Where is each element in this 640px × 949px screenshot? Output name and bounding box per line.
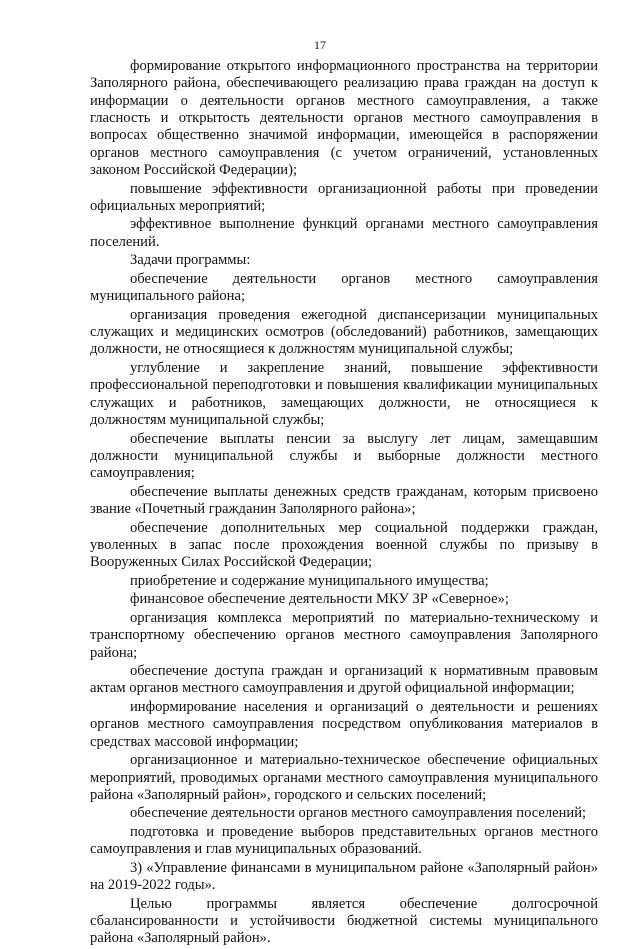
paragraph: организация проведения ежегодной диспансеризации муниципальных служащих и медицинских осмотров (обследований) работников, замещающих должности, не относящиеся к должностям муниципальной службы; — [90, 306, 598, 358]
paragraph: организация комплекса мероприятий по материально-техническому и транспортному обеспечению органов местного самоуправления Заполярного района; — [90, 609, 598, 661]
paragraph: обеспечение деятельности органов местного самоуправления муниципального района; — [90, 270, 598, 305]
paragraph: обеспечение деятельности органов местного самоуправления поселений; — [130, 805, 587, 822]
page-number: 17 — [314, 38, 326, 52]
paragraph: организационное и материально-техническое обеспечение официальных мероприятий, проводимых органами местного самоуправления муниципального района «Заполярный район», городского и сельских поселений; — [90, 752, 598, 803]
paragraph: приобретение и содержание муниципального имущества; — [130, 572, 489, 589]
paragraph: Задачи программы: — [130, 252, 251, 269]
paragraph: подготовка и проведение выборов представительных органов местного самоуправления и глав муниципальных образований. — [90, 823, 598, 858]
paragraph: эффективное выполнение функций органами местного самоуправления поселений. — [90, 216, 598, 250]
paragraph: обеспечение доступа граждан и организаций к нормативным правовым актам органов местного самоуправления и другой официальной информации; — [90, 663, 598, 697]
paragraph: обеспечение выплаты денежных средств гражданам, которым присвоено звание «Почетный гражданин Заполярного района»; — [90, 483, 598, 518]
paragraph: 3) «Управление финансами в муниципальном районе «Заполярный район» на 2019-2022 годы». — [90, 859, 598, 894]
paragraph: Целью программы является обеспечение долгосрочной сбалансированности и устойчивости бюджетной системы муниципального района «Заполярный район». — [90, 895, 598, 947]
paragraph: формирование открытого информационного пространства на территории Заполярного района, обеспечивающего реализацию права граждан на доступ к информации о деятельности органов местного самоуправления, а также гласность и открытость деятельности органов местного самоуправления в вопросах общественно значимой информации, имеющейся в распоряжении органов местного самоуправления (с учетом ограничений, установленных законом Российской Федерации); — [90, 58, 598, 179]
paragraph: углубление и закрепление знаний, повышение эффективности профессиональной переподготовки и повышения квалификации муниципальных служащих и работников, замещающих должности, не относящиеся к должностям муниципальной службы; — [90, 359, 598, 428]
paragraph: информирование населения и организаций о деятельности и решениях органов местного самоуправления посредством опубликования материалов в средствах массовой информации; — [90, 699, 598, 750]
paragraph: обеспечение выплаты пенсии за выслугу лет лицам, замещавшим должности муниципальной службы и выборные должности местного самоуправления; — [90, 430, 598, 482]
paragraph: финансовое обеспечение деятельности МКУ ЗР «Северное»; — [130, 591, 509, 608]
body-text — [90, 58, 598, 949]
paragraph: обеспечение дополнительных мер социальной поддержки граждан, уволенных в запас после прохождения военной службы по призыву в Вооруженных Силах Российской Федерации; — [90, 519, 598, 571]
paragraph: повышение эффективности организационной работы при проведении официальных мероприятий; — [90, 180, 598, 214]
